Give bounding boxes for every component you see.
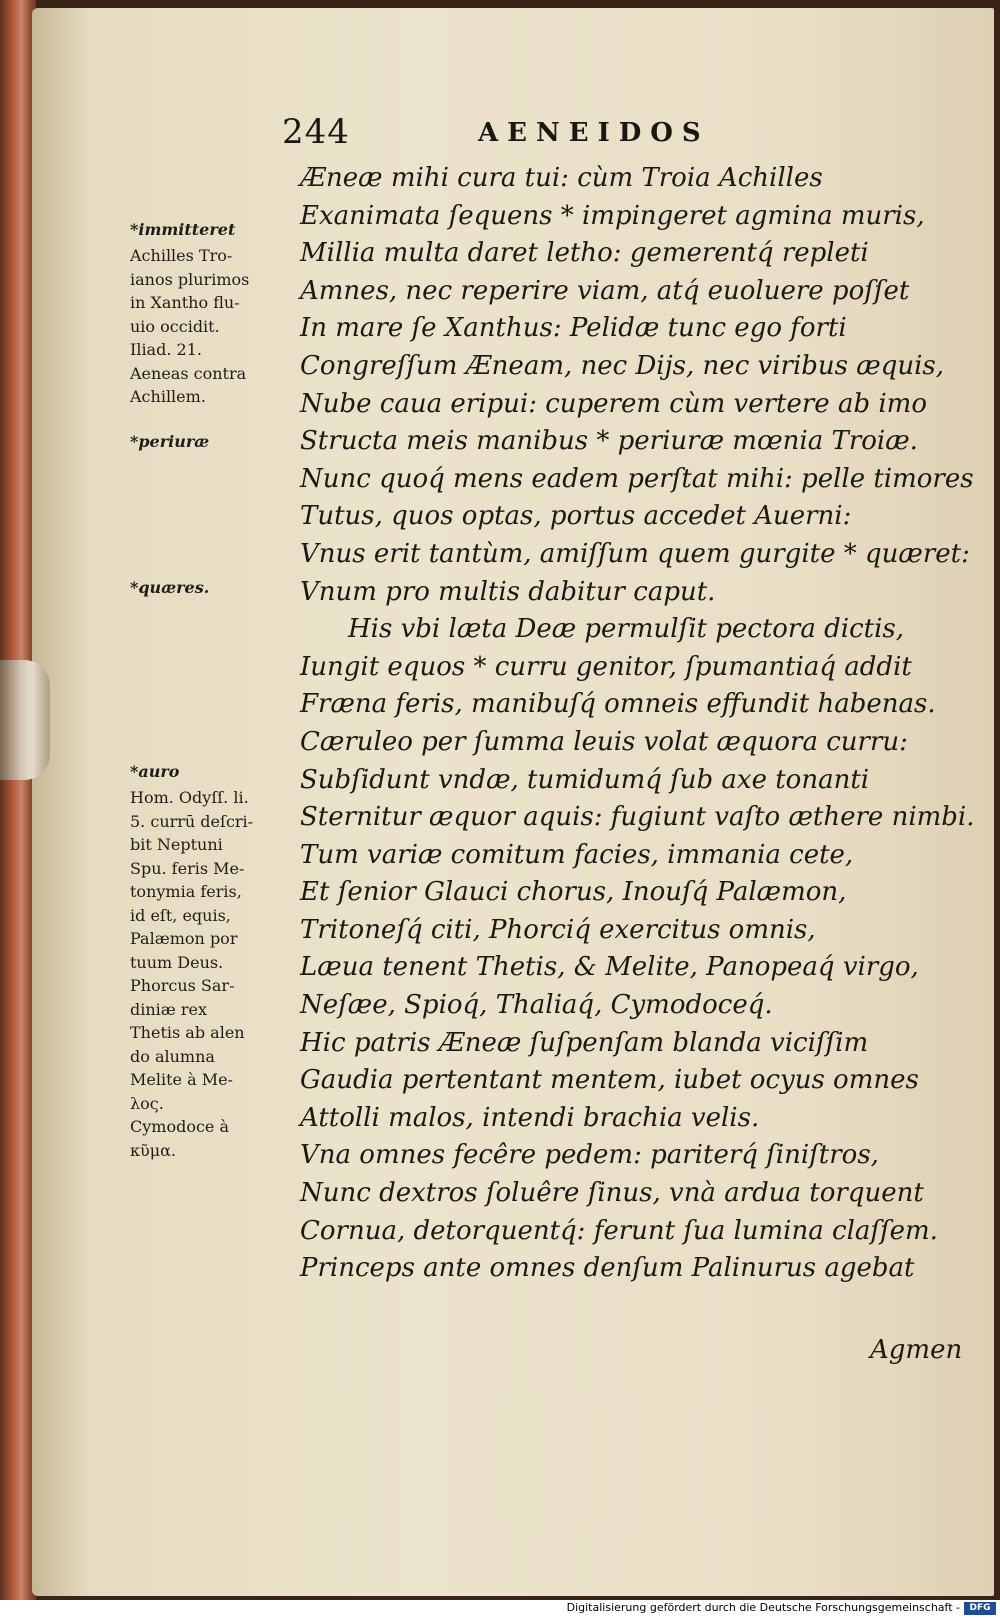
verse-line: Nunc quoq́ mens eadem perſtat mihi: pelle timores [300,463,974,494]
margin-note-line: λος. [130,1093,164,1113]
margin-note-asterisk: *quæres. [130,578,210,597]
verse-line: Tum variæ comitum facies, immania cete, [300,839,854,870]
verse-line: Princeps ante omnes denſum Palinurus agebat [300,1253,915,1284]
margin-note-asterisk: *periuræ [130,432,210,451]
running-head [0,112,1000,162]
verse-line: Tritoneſq́ citi, Phorciq́ exercitus omnis, [300,914,816,945]
verse-line: Subſidunt vndæ, tumidumq́ ſub axe tonanti [300,764,870,795]
dfg-logo-icon: DFG [964,1602,996,1615]
footer-bar [0,1600,1000,1618]
verse-line: Cornua, detorquentq́: ferunt ſua lumina claſſem. [300,1215,938,1246]
margin-note-line: Spu. feris Me- [130,858,245,878]
margin-note-line: Achilles Tro- [130,246,233,265]
margin-note-line: Achillem. [130,387,206,406]
margin-note-line: do alumna [130,1046,215,1066]
margin-note-line: tonymia feris, [130,882,242,901]
verse-line: Nunc dextros ſoluêre ſinus, vnà ardua torquent [300,1178,924,1209]
verse-line: Iungit equos * curru genitor, ſpumantiaq́ addit [300,651,912,682]
verse-line: Hic patris Æneæ ſuſpenſam blanda viciſſim [300,1027,869,1058]
footer-credit: Digitalisierung gefördert durch die Deutsche Forschungsgemeinschaft - [566,1601,960,1614]
page-number: 244 [282,112,350,152]
verse-line: Vnus erit tantùm, amiſſum quem gurgite * quæret: [300,538,970,569]
verse-line: Nube caua eripui: cuperem cùm vertere ab imo [300,388,927,419]
verse-line: His vbi læta Deæ permulſit pectora dictis, [348,614,905,645]
margin-note-line: Iliad. 21. [130,340,202,359]
verse-line: Tutus, quos optas, portus accedet Auerni: [300,501,852,532]
margin-note-line: 5. currū deſcri- [130,811,254,831]
book-edge [0,0,36,1600]
verse-line: Neſæe, Spioq́, Thaliaq́, Cymodoceq́. [300,990,773,1021]
catchword: Agmen [870,1335,963,1365]
verse-line: Amnes, nec reperire viam, atq́ euoluere poſſet [300,275,910,306]
verse-line: Cæruleo per ſumma leuis volat æquora curru: [300,726,908,757]
verse-line: Sternitur æquor aquis: fugiunt vaſto æthere nimbi. [300,802,975,833]
margin-note-line: Palæmon por [130,929,238,948]
verse-line: Structa meis manibus * periuræ mœnia Troiæ. [300,426,918,457]
margin-note-line: Thetis ab alen [130,1023,245,1042]
verse-line: Millia multa daret letho: gemerentq́ repleti [300,238,869,269]
verse-line: Læua tenent Thetis, & Melite, Panopeaq́ virgo, [300,952,919,983]
verse-line: Exanimata ſequens * impingeret agmina muris, [300,200,925,231]
margin-note-line: Phorcus Sar- [130,976,235,995]
margin-note-line: id eſt, equis, [130,905,231,925]
margin-note-line: tuum Deus. [130,952,224,972]
verse-line: Attolli malos, intendi brachia velis. [300,1102,760,1133]
margin-note-line: ianos plurimos [130,269,250,289]
margin-note-line: Hom. Odyſſ. li. [130,788,249,807]
page-clip [0,660,50,780]
verse-line: Fræna feris, manibuſq́ omneis effundit habenas. [300,689,936,720]
margin-note-line: κῦμα. [130,1140,177,1160]
margin-note-line: Aeneas contra [130,363,247,383]
margin-note-line: in Xantho flu- [130,293,240,312]
margin-note [130,786,300,1162]
verse-line: Vnum pro multis dabitur caput. [300,576,716,607]
margin-note-line: Cymodoce à [130,1117,230,1136]
verse-line: Vna omnes fecêre pedem: pariterq́ ſiniſtros, [300,1140,879,1171]
verse-line: Congreſſum Æneam, nec Dijs, nec viribus æquis, [300,350,945,381]
verse-line: In mare ſe Xanthus: Pelidæ tunc ego forti [300,313,847,344]
margin-note-line: uio occidit. [130,316,220,336]
running-title: AENEIDOS [478,118,710,148]
margin-note-asterisk: *immitteret [130,220,236,239]
verse-block [300,160,975,1288]
margin-note-line: diniæ rex [130,999,208,1019]
margin-note-line: Melite à Me- [130,1070,233,1089]
margin-note-asterisk: *auro [130,762,180,781]
verse-line: Æneæ mihi cura tui: cùm Troia Achilles [300,163,823,193]
verse-line: Gaudia pertentant mentem, iubet ocyus omnes [300,1065,919,1096]
margin-note-line: bit Neptuni [130,835,223,854]
verse-line: Et ſenior Glauci chorus, Inouſq́ Palæmon, [300,877,847,908]
margin-note [130,244,300,409]
